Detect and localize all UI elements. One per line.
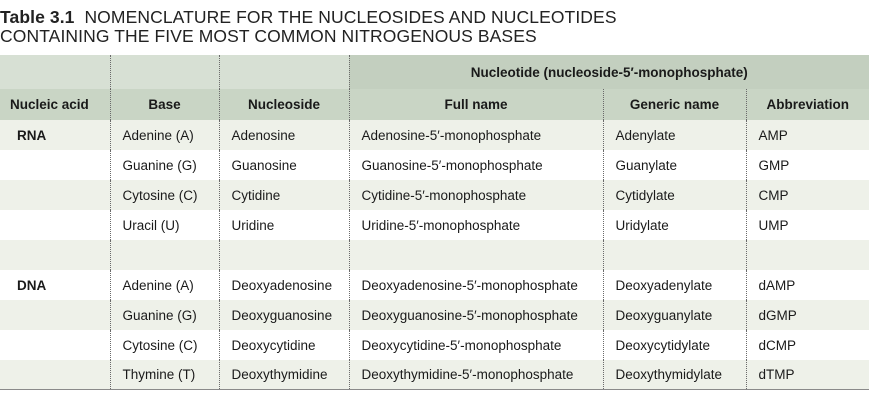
cell-base: Adenine (A) — [110, 270, 219, 300]
header-row-columns — [0, 89, 869, 120]
cell-full-name: Cytidine-5′-monophosphate — [349, 180, 603, 210]
cell-full-name: Uridine-5′-monophosphate — [349, 210, 603, 240]
cell-generic-name: Guanylate — [603, 150, 746, 180]
header-nucleoside: Nucleoside — [219, 89, 349, 120]
cell-base: Guanine (G) — [110, 150, 219, 180]
header-generic-name: Generic name — [603, 89, 746, 120]
cell-base: Thymine (T) — [110, 360, 219, 390]
cell-generic-name: Deoxycytidylate — [603, 330, 746, 360]
spacer-cell — [0, 240, 110, 270]
table-row — [0, 150, 869, 180]
header-blank — [0, 55, 110, 89]
header-nucleic-acid: Nucleic acid — [0, 89, 110, 120]
cell-nucleic-acid — [0, 180, 110, 210]
title-line-2: CONTAINING THE FIVE MOST COMMON NITROGENOUS BASES — [0, 26, 537, 46]
cell-generic-name: Deoxyadenylate — [603, 270, 746, 300]
cell-generic-name: Uridylate — [603, 210, 746, 240]
cell-nucleic-acid — [0, 330, 110, 360]
header-blank — [219, 55, 349, 89]
cell-abbreviation: GMP — [746, 150, 869, 180]
cell-abbreviation: AMP — [746, 120, 869, 150]
header-blank — [110, 55, 219, 89]
cell-generic-name: Deoxyguanylate — [603, 300, 746, 330]
cell-base: Guanine (G) — [110, 300, 219, 330]
cell-nucleoside: Guanosine — [219, 150, 349, 180]
cell-base: Cytosine (C) — [110, 330, 219, 360]
cell-abbreviation: UMP — [746, 210, 869, 240]
cell-nucleoside: Uridine — [219, 210, 349, 240]
cell-nucleoside: Deoxycytidine — [219, 330, 349, 360]
header-row-group — [0, 55, 869, 89]
cell-generic-name: Adenylate — [603, 120, 746, 150]
table-row — [0, 120, 869, 150]
spacer-cell — [219, 240, 349, 270]
table-title — [0, 8, 869, 46]
cell-nucleoside: Deoxyadenosine — [219, 270, 349, 300]
header-abbreviation: Abbreviation — [746, 89, 869, 120]
cell-full-name: Deoxyguanosine-5′-monophosphate — [349, 300, 603, 330]
cell-nucleic-acid: DNA — [0, 270, 110, 300]
header-full-name: Full name — [349, 89, 603, 120]
cell-nucleic-acid — [0, 300, 110, 330]
cell-nucleic-acid: RNA — [0, 120, 110, 150]
cell-full-name: Adenosine-5′-monophosphate — [349, 120, 603, 150]
cell-abbreviation: CMP — [746, 180, 869, 210]
cell-base: Cytosine (C) — [110, 180, 219, 210]
spacer-cell — [603, 240, 746, 270]
cell-full-name: Deoxyadenosine-5′-monophosphate — [349, 270, 603, 300]
title-line-1 — [0, 8, 869, 27]
table-row — [0, 270, 869, 300]
header-base: Base — [110, 89, 219, 120]
cell-full-name: Deoxycytidine-5′-monophosphate — [349, 330, 603, 360]
header-nucleotide-group: Nucleotide (nucleoside-5′-monophosphate) — [349, 55, 869, 89]
cell-abbreviation: dCMP — [746, 330, 869, 360]
spacer-row — [0, 240, 869, 270]
cell-nucleic-acid — [0, 150, 110, 180]
table-number: Table 3.1 — [0, 7, 75, 27]
cell-abbreviation: dTMP — [746, 360, 869, 390]
cell-full-name: Guanosine-5′-monophosphate — [349, 150, 603, 180]
cell-nucleic-acid — [0, 210, 110, 240]
cell-abbreviation: dGMP — [746, 300, 869, 330]
cell-nucleoside: Adenosine — [219, 120, 349, 150]
table-row — [0, 210, 869, 240]
cell-base: Adenine (A) — [110, 120, 219, 150]
table-row — [0, 300, 869, 330]
nomenclature-table — [0, 55, 869, 390]
table-row — [0, 360, 869, 390]
cell-base: Uracil (U) — [110, 210, 219, 240]
spacer-cell — [349, 240, 603, 270]
cell-nucleoside: Cytidine — [219, 180, 349, 210]
cell-nucleoside: Deoxyguanosine — [219, 300, 349, 330]
spacer-cell — [110, 240, 219, 270]
spacer-cell — [746, 240, 869, 270]
cell-full-name: Deoxythymidine-5′-monophosphate — [349, 360, 603, 390]
cell-generic-name: Cytidylate — [603, 180, 746, 210]
table-row — [0, 330, 869, 360]
cell-nucleic-acid — [0, 360, 110, 390]
table-row — [0, 180, 869, 210]
title-text: NOMENCLATURE FOR THE NUCLEOSIDES AND NUCLEOTIDES — [84, 7, 617, 27]
cell-nucleoside: Deoxythymidine — [219, 360, 349, 390]
cell-generic-name: Deoxythymidylate — [603, 360, 746, 390]
cell-abbreviation: dAMP — [746, 270, 869, 300]
